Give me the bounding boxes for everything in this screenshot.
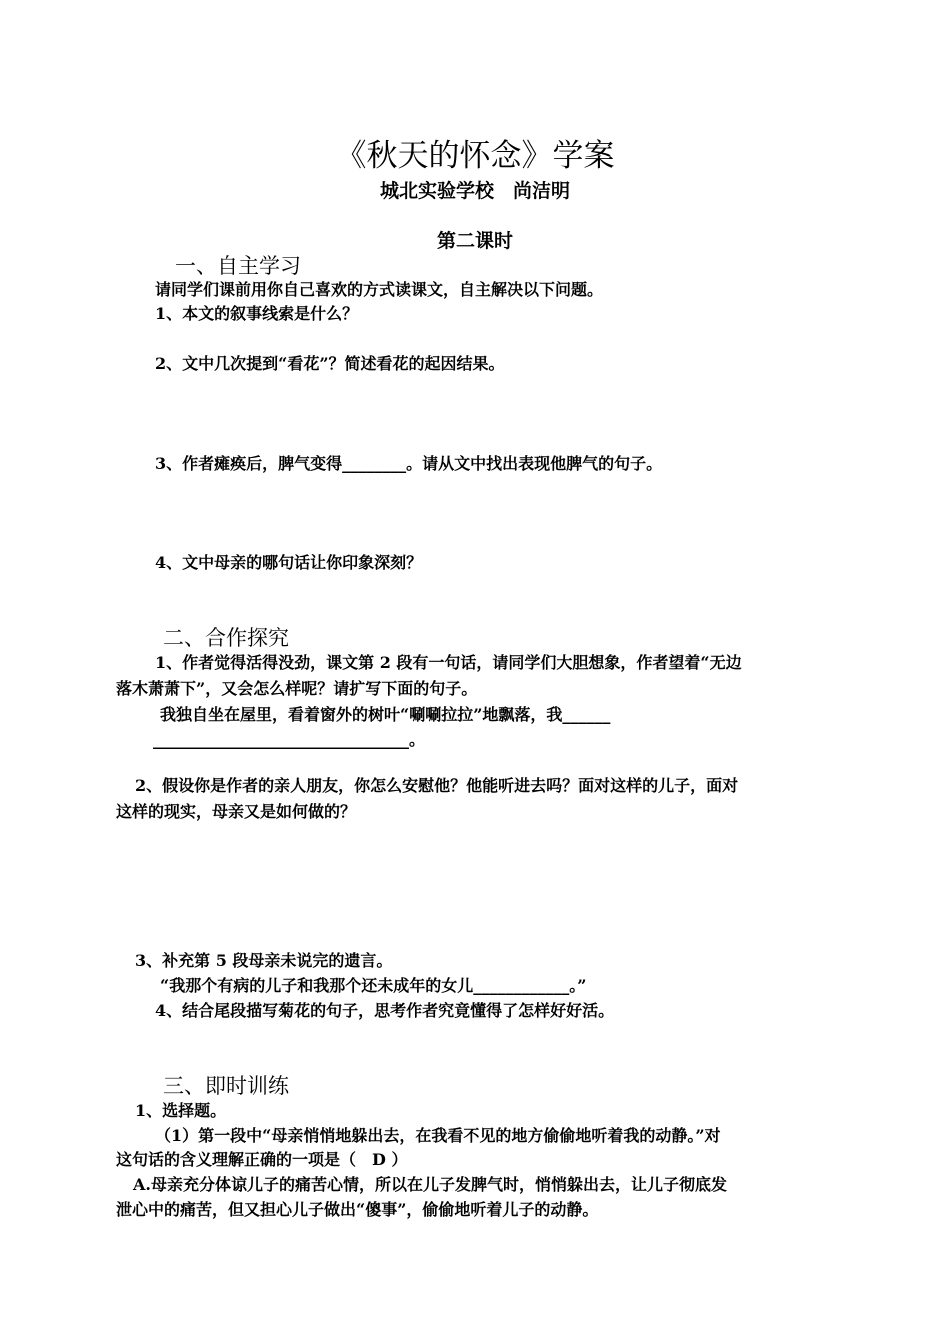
author-line: 城北实验学校 尚洁明	[379, 180, 570, 202]
section2-q1-line2: 落木萧萧下”，又会怎么样呢？请扩写下面的句子。	[116, 679, 478, 698]
section3-subquestion-1-line2: 这句话的含义理解正确的一项是（ D ）	[116, 1150, 408, 1169]
section1-question-3: 3、作者瘫痪后，脾气变得________。请从文中找出表现他脾气的句子。	[155, 454, 663, 473]
section2-question-4: 4、结合尾段描写菊花的句子，思考作者究竟懂得了怎样好好活。	[155, 1001, 615, 1020]
section2-q2-line2: 这样的现实，母亲又是如何做的？	[116, 802, 357, 821]
section3-subquestion-1-line1: （1）第一段中“母亲悄悄地躲出去，在我看不见的地方偷偷地听着我的动静。”对	[155, 1126, 721, 1145]
document-title: 《秋天的怀念》学案	[335, 138, 615, 174]
section2-q2-line1: 2、假设你是作者的亲人朋友，你怎么安慰他？他能听进去吗？面对这样的儿子，面对	[135, 776, 739, 795]
section2-q1-line1: 1、作者觉得活得没劲，课文第 2 段有一句话，请同学们大胆想象，作者望着“无边	[155, 653, 742, 672]
section2-q1-blank-line: ________________________________。	[153, 730, 426, 749]
section-heading-self-study: 一、自主学习	[175, 254, 301, 278]
section1-question-2: 2、文中几次提到“看花”？简述看花的起因结果。	[155, 354, 505, 373]
option-a-line2: 泄心中的痛苦，但又担心儿子做出“傻事”，偷偷地听着儿子的动静。	[116, 1200, 599, 1219]
section1-intro: 请同学们课前用你自己喜欢的方式读课文，自主解决以下问题。	[155, 280, 604, 299]
section-heading-cooperative: 二、合作探究	[163, 626, 289, 650]
section2-q3-quote: “我那个有病的儿子和我那个还未成年的女儿____________。”	[160, 976, 587, 995]
section1-question-4: 4、文中母亲的哪句话让你印象深刻？	[155, 553, 423, 572]
section2-q1-sentence: 我独自坐在屋里，看着窗外的树叶“唰唰拉拉”地飘落，我______	[160, 705, 611, 724]
lesson-label: 第二课时	[436, 230, 513, 252]
section-heading-practice: 三、即时训练	[163, 1074, 289, 1098]
section1-question-1: 1、本文的叙事线索是什么？	[155, 304, 359, 323]
section2-question-3: 3、补充第 5 段母亲未说完的遗言。	[135, 951, 393, 970]
option-a-line1: A.母亲充分体谅儿子的痛苦心情，所以在儿子发脾气时，悄悄躲出去，让儿子彻底发	[133, 1175, 727, 1194]
section3-question-1: 1、选择题。	[135, 1101, 227, 1120]
